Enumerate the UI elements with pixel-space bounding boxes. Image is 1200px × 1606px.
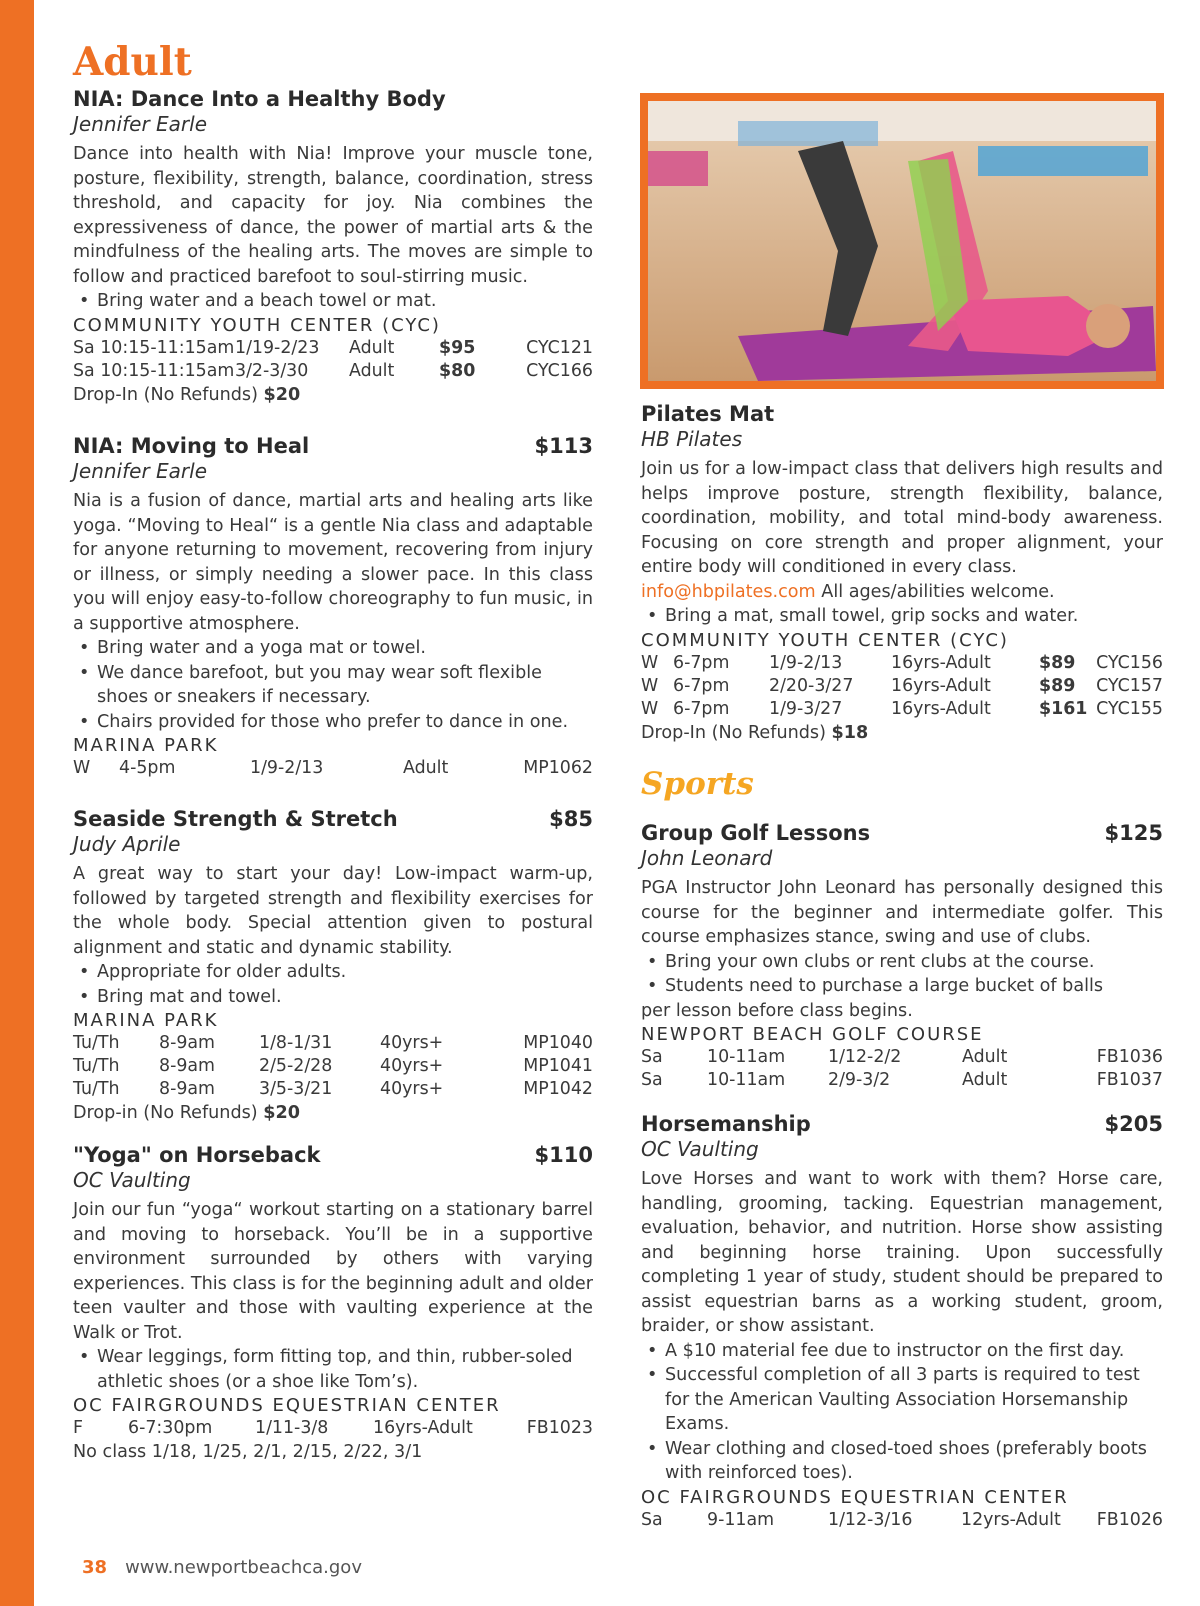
schedule-row: Sa 10:15-11:15am 3/2-3/30 Adult $80 CYC166 <box>73 360 593 381</box>
class-title: Seaside Strength & Stretch <box>73 807 398 831</box>
class-bullet: • Wear leggings, form fitting top, and thin, rubber-soled athletic shoes (or a shoe like Tom’s). <box>73 1345 593 1394</box>
schedule-row: Sa 10:15-11:15am 1/19-2/23 Adult $95 CYC121 <box>73 337 593 358</box>
class-title: NIA: Moving to Heal <box>73 434 310 458</box>
class-location: OC FAIRGROUNDS EQUESTRIAN CENTER <box>73 1395 501 1416</box>
dropin-line: Drop-In (No Refunds) $20 <box>73 384 301 405</box>
class-instructor: OC Vaulting <box>641 1137 759 1161</box>
class-description: Nia is a fusion of dance, martial arts and healing arts like yoga. “Moving to Heal“ is a gentle Nia class and adaptable for anyone returning to movement, recovering from injury or illness, or simply needing a slower pace. In this class you will enjoy easy-to-follow choreography to fun music, in a supportive atmosphere. <box>73 491 593 634</box>
class-bullet: • Bring your own clubs or rent clubs at the course. <box>641 950 1163 975</box>
class-bullet: • We dance barefoot, but you may wear soft flexible shoes or sneakers if necessary. <box>73 661 593 710</box>
schedule-row: F 6-7:30pm 1/11-3/8 16yrs-Adult FB1023 <box>73 1418 593 1438</box>
class-instructor: HB Pilates <box>641 427 743 451</box>
class-price: $205 <box>1104 1112 1163 1136</box>
footer-url[interactable]: www.newportbeachca.gov <box>125 1557 362 1578</box>
class-description: Love Horses and want to work with them? Horse care, handling, grooming, tacking. Equestrian management, evaluation, behavior, and nutrition. Horse show assisting and beginning horse training. Upon successfully completing 1 year of study, student should be prepared to assist equestrian barns as a working student, groom, braider, or show assistant. <box>641 1169 1163 1336</box>
class-horsemanship <box>641 1111 1163 1532</box>
class-location: MARINA PARK <box>73 1010 219 1031</box>
schedule-row: Tu/Th 8-9am 3/5-3/21 40yrs+ MP1042 <box>73 1079 593 1099</box>
class-bullet: • Appropriate for older adults. <box>73 960 593 985</box>
class-description: PGA Instructor John Leonard has personally designed this course for the beginner and intermediate golfer. This course emphasizes stance, swing and use of clubs. <box>641 878 1163 947</box>
class-bullet: • Bring mat and towel. <box>73 985 593 1010</box>
class-bullet: • Bring a mat, small towel, grip socks and water. <box>641 604 1163 629</box>
class-title: Group Golf Lessons <box>641 821 871 845</box>
class-golf <box>641 820 1163 1092</box>
schedule-row: Tu/Th 8-9am 2/5-2/28 40yrs+ MP1041 <box>73 1056 593 1076</box>
page-footer <box>82 1557 362 1578</box>
schedule-row: Sa 9-11am 1/12-3/16 12yrs-Adult FB1026 <box>641 1509 1163 1530</box>
schedule-row: Sa 10-11am 2/9-3/2 Adult FB1037 <box>641 1069 1163 1090</box>
class-instructor: Jennifer Earle <box>73 112 208 136</box>
class-location: COMMUNITY YOUTH CENTER (CYC) <box>73 314 441 336</box>
class-location: OC FAIRGROUNDS EQUESTRIAN CENTER <box>641 1486 1069 1508</box>
class-description: A great way to start your day! Low-impact warm-up, followed by targeted strength and flexibility exercises for the whole body. Special attention given to postural alignment and static and dynamic stability. <box>73 864 593 958</box>
section-title-sports: Sports <box>641 766 754 802</box>
class-bullet: • Wear clothing and closed-toed shoes (preferably boots with reinforced toes). <box>641 1437 1163 1486</box>
schedule-row: W 6-7pm 1/9-2/13 16yrs-Adult $89 CYC156 <box>641 652 1163 673</box>
page-number: 38 <box>82 1557 108 1578</box>
pilates-photo-frame <box>640 93 1164 389</box>
email-link[interactable]: info@hbpilates.com <box>641 581 816 602</box>
dropin-line: Drop-in (No Refunds) $20 <box>73 1103 300 1123</box>
class-location: COMMUNITY YOUTH CENTER (CYC) <box>641 629 1009 651</box>
class-bullet: • Chairs provided for those who prefer to dance in one. <box>73 710 593 735</box>
class-price: $85 <box>549 807 593 831</box>
schedule-row: W 6-7pm 2/20-3/27 16yrs-Adult $89 CYC157 <box>641 675 1163 696</box>
class-bullet-tail: per lesson before class begins. <box>641 1000 913 1021</box>
class-description: Dance into health with Nia! Improve your muscle tone, posture, flexibility, strength, balance, coordination, stress threshold, and capacity for joy. Nia combines the expressiveness of dance, the power of martial arts & the mindfulness of the healing arts. The moves are simple to follow and practiced barefoot to soul-stirring music. <box>73 144 593 287</box>
class-price: $113 <box>534 434 593 458</box>
class-location: NEWPORT BEACH GOLF COURSE <box>641 1023 984 1045</box>
pilates-photo <box>648 101 1156 381</box>
pilates-photo-illustration <box>648 101 1156 381</box>
class-bullet: • A $10 material fee due to instructor on the first day. <box>641 1339 1163 1364</box>
class-pilates: Pilates Mat HB Pilates Join us for a low-impact class that delivers high results and helps improve posture, strength flexibility, balance, coordination, mobility, and total mind-body awareness. Focusing on core strength and proper alignment, your entire body will conditioned in every class. info@hbpilates.com All ages/abilities welcome. • Bring a mat, small towel, grip socks and water. COMMUNITY YOUTH CENTER (CYC) W 6-7pm 1/9-2/13 16yrs-Adult $89 CYC156 W 6-7pm 2/20-3/27 16yrs-Adult $89 CYC157 W 6-7pm 1/9-3/27 16yrs-Adult $161 CYC155 Drop-In (No Refunds) $18 <box>641 401 1163 745</box>
section-title-adult: Adult <box>73 39 192 85</box>
dropin-line: Drop-In (No Refunds) $18 <box>641 722 869 743</box>
class-bullet: • Students need to purchase a large bucket of balls <box>641 974 1163 999</box>
no-class-note: No class 1/18, 1/25, 2/1, 2/15, 2/22, 3/1 <box>73 1442 423 1462</box>
schedule-row: Sa 10-11am 1/12-2/2 Adult FB1036 <box>641 1046 1163 1067</box>
class-price: $125 <box>1104 821 1163 845</box>
schedule-row: W 6-7pm 1/9-3/27 16yrs-Adult $161 CYC155 <box>641 698 1163 719</box>
class-location: MARINA PARK <box>73 735 219 756</box>
class-title: "Yoga" on Horseback <box>73 1143 321 1167</box>
schedule-row: Tu/Th 8-9am 1/8-1/31 40yrs+ MP1040 <box>73 1033 593 1053</box>
class-instructor: Jennifer Earle <box>73 459 208 483</box>
class-price: $110 <box>534 1143 593 1167</box>
orange-sidebar-stripe <box>0 0 34 1606</box>
class-description: Join us for a low-impact class that delivers high results and helps improve posture, strength flexibility, balance, coordination, mobility, and total mind-body awareness. Focusing on core strength and proper alignment, your entire body will conditioned in every class. <box>641 459 1163 577</box>
class-nia-heal <box>73 433 593 780</box>
class-bullet: • Bring water and a yoga mat or towel. <box>73 636 593 661</box>
class-yoga-horseback <box>73 1142 593 1464</box>
class-instructor: Judy Aprile <box>73 832 181 856</box>
class-title: NIA: Dance Into a Healthy Body <box>73 87 446 111</box>
class-bullet: • Successful completion of all 3 parts is required to test for the American Vaulting Association Horsemanship Exams. <box>641 1363 1163 1437</box>
class-title: Horsemanship <box>641 1112 811 1136</box>
class-title: Pilates Mat <box>641 402 775 426</box>
class-description: Join our fun “yoga“ workout starting on a stationary barrel and moving to horseback. You’ll be in a supportive environment surrounded by others with varying experiences. This class is for the beginning adult and older teen vaulter and those with vaulting experience at the Walk or Trot. <box>73 1200 593 1343</box>
schedule-row: W 4-5pm 1/9-2/13 Adult MP1062 <box>73 758 593 778</box>
class-seaside <box>73 806 593 1125</box>
class-nia-dance <box>73 86 593 407</box>
class-bullet: • Bring water and a beach towel or mat. <box>73 289 593 314</box>
class-instructor: OC Vaulting <box>73 1168 191 1192</box>
class-instructor: John Leonard <box>641 846 773 870</box>
